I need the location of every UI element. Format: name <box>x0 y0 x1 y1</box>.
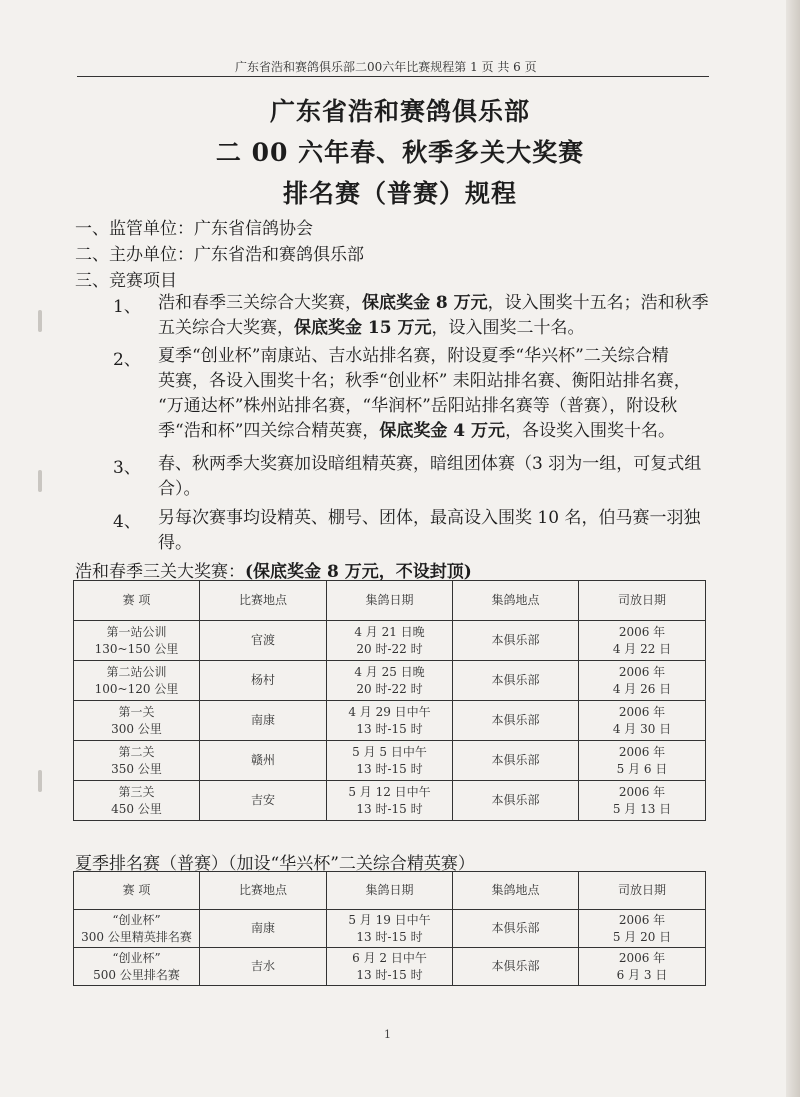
cell-line: 13 时-15 时 <box>356 761 423 776</box>
cell-line: 6 月 2 日中午 <box>352 950 427 965</box>
table-row <box>74 781 706 821</box>
item-2-text <box>158 344 718 444</box>
cell-line: 13 时-15 时 <box>356 967 423 982</box>
cell-line: 官渡 <box>250 633 275 647</box>
table-cell <box>327 741 453 781</box>
cell-line: 本俱乐部 <box>491 633 540 647</box>
cell-line: 本俱乐部 <box>491 959 540 973</box>
table-cell <box>327 910 453 948</box>
cell-line: 吉水 <box>250 959 275 973</box>
cell-line: 4 月 25 日晚 <box>354 664 425 679</box>
item-line: 英赛，各设入围奖十名；秋季“创业杯” 耒阳站排名赛、衡阳站排名赛， <box>158 371 691 391</box>
cell-line: 杨村 <box>250 673 275 687</box>
section-supervisor: 一、监管单位：广东省信鸽协会 <box>75 219 313 239</box>
table-cell <box>200 741 327 781</box>
cell-line: 450 公里 <box>111 801 162 816</box>
cell-line: 5 月 19 日中午 <box>348 912 431 927</box>
cell-line: 南康 <box>250 713 275 727</box>
column-header: 赛 项 <box>74 581 200 621</box>
table-cell <box>327 781 453 821</box>
cell-line: 本俱乐部 <box>491 921 540 935</box>
table-cell <box>74 741 200 781</box>
cell-line: 2006 年 <box>618 784 666 799</box>
table-cell <box>579 701 706 741</box>
table-header-row <box>74 581 706 621</box>
column-header: 集鸽日期 <box>327 581 453 621</box>
table-cell <box>200 701 327 741</box>
cell-line: 20 时-22 时 <box>356 681 423 696</box>
item-number: 1、 <box>113 297 141 317</box>
table-cell <box>74 910 200 948</box>
table-row <box>74 701 706 741</box>
cell-line: 2006 年 <box>618 950 666 965</box>
cell-line: 100~120 公里 <box>94 681 179 696</box>
spring-schedule-table <box>73 580 706 821</box>
table-2-caption: 夏季排名赛（普赛）（加设“华兴杯”二关综合精英赛） <box>75 854 475 874</box>
table-cell <box>200 948 327 986</box>
cell-line: 20 时-22 时 <box>356 641 423 656</box>
table-cell <box>579 910 706 948</box>
cell-line: 4 月 22 日 <box>612 641 672 656</box>
column-header: 比赛地点 <box>200 872 327 910</box>
cell-line: 赣州 <box>250 753 275 767</box>
cell-line: 4 月 29 日中午 <box>348 704 431 719</box>
cell-line: 本俱乐部 <box>491 673 540 687</box>
table-cell <box>200 910 327 948</box>
cell-line: 5 月 5 日中午 <box>352 744 427 759</box>
table-cell <box>200 621 327 661</box>
cell-line: 130~150 公里 <box>94 641 179 656</box>
item-3-text <box>158 452 718 502</box>
binding-mark <box>38 310 42 332</box>
cell-line: 第一关 <box>118 704 155 719</box>
cell-line: 吉安 <box>250 793 275 807</box>
cell-line: 本俱乐部 <box>491 713 540 727</box>
cell-line: 4 月 26 日 <box>612 681 672 696</box>
table-cell <box>327 701 453 741</box>
table-1-caption: 浩和春季三关大奖赛：(保底奖金 8 万元，不设封顶) <box>75 562 472 582</box>
item-number: 3、 <box>113 458 141 478</box>
cell-line: 6 月 3 日 <box>616 967 668 982</box>
table-cell <box>579 781 706 821</box>
column-header: 赛 项 <box>74 872 200 910</box>
table-cell <box>453 621 579 661</box>
cell-line: 2006 年 <box>618 912 666 927</box>
table-cell <box>579 948 706 986</box>
table-cell <box>200 661 327 701</box>
table-cell <box>74 781 200 821</box>
table-cell <box>579 661 706 701</box>
table-cell <box>453 948 579 986</box>
cell-line: 13 时-15 时 <box>356 801 423 816</box>
title-line-3: 排名赛（普赛）规程 <box>282 179 517 208</box>
cell-line: 5 月 6 日 <box>616 761 668 776</box>
item-line: 得。 <box>158 533 192 553</box>
table-row <box>74 948 706 986</box>
item-number: 2、 <box>113 350 141 370</box>
cell-line: 4 月 30 日 <box>612 721 672 736</box>
item-line: 夏季“创业杯”南康站、吉水站排名赛，附设夏季“华兴杯”二关综合精 <box>158 346 669 366</box>
table-cell <box>327 661 453 701</box>
item-line: 五关综合大奖赛，保底奖金 15 万元，设入围奖二十名。 <box>158 318 585 338</box>
column-header: 集鸽地点 <box>453 872 579 910</box>
table-cell <box>74 621 200 661</box>
binding-mark <box>38 770 42 792</box>
binding-mark <box>38 470 42 492</box>
cell-line: 本俱乐部 <box>491 793 540 807</box>
item-line: 季“浩和杯”四关综合精英赛，保底奖金 4 万元，各设奖入围奖十名。 <box>158 421 676 441</box>
table-row <box>74 741 706 781</box>
table-header-row <box>74 872 706 910</box>
running-head: 广东省浩和赛鸽俱乐部二00六年比赛规程第 1 页 共 6 页 <box>235 60 537 74</box>
table-cell <box>74 701 200 741</box>
cell-line: “创业杯” <box>112 950 161 965</box>
cell-line: 第一站公训 <box>106 624 167 639</box>
cell-line: 350 公里 <box>111 761 162 776</box>
table-cell <box>453 701 579 741</box>
cell-line: 2006 年 <box>618 624 666 639</box>
page-number: 1 <box>384 1028 391 1041</box>
table-cell <box>74 661 200 701</box>
cell-line: 500 公里排名赛 <box>93 967 180 982</box>
table-cell <box>327 948 453 986</box>
cell-line: 2006 年 <box>618 744 666 759</box>
cell-line: 南康 <box>250 921 275 935</box>
item-line: 合）。 <box>158 479 201 499</box>
cell-line: 第二站公训 <box>106 664 167 679</box>
item-line: 春、秋两季大奖赛加设暗组精英赛，暗组团体赛（3 羽为一组，可复式组 <box>158 454 702 474</box>
table-cell <box>579 621 706 661</box>
item-line: 浩和春季三关综合大奖赛，保底奖金 8 万元，设入围奖十五名；浩和秋季 <box>158 293 709 313</box>
item-line: “万通达杯”株州站排名赛，“华润杯”岳阳站排名赛等（普赛），附设秋 <box>158 396 678 416</box>
title-line-2: 二 00 六年春、秋季多关大奖赛 <box>215 138 585 167</box>
cell-line: 本俱乐部 <box>491 753 540 767</box>
cell-line: 300 公里精英排名赛 <box>81 929 192 944</box>
column-header: 比赛地点 <box>200 581 327 621</box>
summer-schedule-table <box>73 871 706 986</box>
title-line-1: 广东省浩和赛鸽俱乐部 <box>269 97 530 126</box>
cell-line: 2006 年 <box>618 664 666 679</box>
section-organizer: 二、主办单位：广东省浩和赛鸽俱乐部 <box>75 245 364 265</box>
table-cell <box>74 948 200 986</box>
table-cell <box>453 661 579 701</box>
cell-line: 5 月 13 日 <box>612 801 672 816</box>
cell-line: 5 月 20 日 <box>612 929 672 944</box>
table-cell <box>453 741 579 781</box>
table-row <box>74 621 706 661</box>
table-cell <box>453 781 579 821</box>
item-line: 另每次赛事均设精英、棚号、团体，最高设入围奖 10 名，伯马赛一羽独 <box>158 508 701 528</box>
column-header: 集鸽日期 <box>327 872 453 910</box>
cell-line: 2006 年 <box>618 704 666 719</box>
table-row <box>74 661 706 701</box>
column-header: 集鸽地点 <box>453 581 579 621</box>
section-events: 三、竞赛项目 <box>75 271 177 291</box>
table-cell <box>579 741 706 781</box>
header-rule <box>77 76 709 77</box>
cell-line: 第三关 <box>118 784 155 799</box>
cell-line: 第二关 <box>118 744 155 759</box>
item-number: 4、 <box>113 512 141 532</box>
table-cell <box>453 910 579 948</box>
table-cell <box>200 781 327 821</box>
item-4-text <box>158 506 718 556</box>
cell-line: 13 时-15 时 <box>356 929 423 944</box>
column-header: 司放日期 <box>579 581 706 621</box>
column-header: 司放日期 <box>579 872 706 910</box>
table-row <box>74 910 706 948</box>
cell-line: “创业杯” <box>112 912 161 927</box>
table-cell <box>327 621 453 661</box>
cell-line: 300 公里 <box>111 721 162 736</box>
cell-line: 5 月 12 日中午 <box>348 784 431 799</box>
cell-line: 4 月 21 日晚 <box>354 624 425 639</box>
cell-line: 13 时-15 时 <box>356 721 423 736</box>
item-1-text <box>158 291 718 341</box>
